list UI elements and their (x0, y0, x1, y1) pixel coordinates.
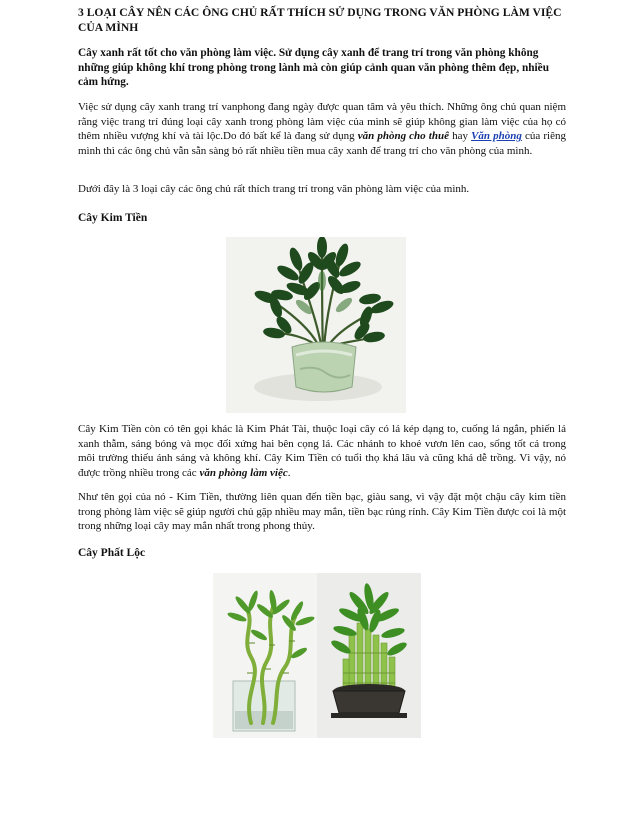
phat-loc-plant-image (213, 573, 421, 738)
intro-paragraph (78, 100, 566, 159)
list-intro-paragraph: Dưới đây là 3 loại cây các ông chủ rất thích trang trí trong văn phòng làm việc của mình. (78, 183, 470, 195)
document-title: 3 LOẠI CÂY NÊN CÁC ÔNG CHỦ RẤT THÍCH SỬ DỤNG TRONG VĂN PHÒNG LÀM VIỆC CỦA MÌNH (78, 6, 562, 34)
section-heading-kim-tien: Cây Kim Tiền (78, 212, 148, 224)
intro-text: Việc sử dụng cây xanh trang trí vanphong đang ngày được quan tâm và yêu thích. Những ông chủ quan niệm rằng việc trang trí đúng loại cây xanh trong phòng làm việc của mình sẽ giúp không gian làm việc của họ có thêm nhiều vượng khí và tài lộc.Do đó bất kể là đang sử dụng (78, 101, 566, 143)
kim-tien-meaning: Như tên gọi của nó - Kim Tiền, thường liên quan đến tiền bạc, giàu sang, vì vậy đặt một chậu cây kim tiền trong phòng làm việc sẽ giúp người chủ gặp nhiều may mắn, tiền bạc rủng rỉnh. Cây Kim Tiền được coi là một trong những loại cây may mắn nhất trong phong thủy. (78, 491, 566, 533)
kim-tien-plant-image (226, 237, 406, 413)
lead-paragraph: Cây xanh rất tốt cho văn phòng làm việc. Sử dụng cây xanh để trang trí trong văn phòng không những giúp không khí trong phòng trong lành mà còn giúp cảnh quan văn phòng thêm đẹp, nhiều cảm hứng. (78, 47, 549, 89)
office-emphasis: văn phòng làm việc (199, 467, 288, 480)
intro-connector: hay (448, 130, 472, 143)
kim-tien-description (78, 422, 566, 481)
kim-tien-text: Cây Kim Tiền còn có tên gọi khác là Kim Phát Tài, thuộc loại cây có lá kép dạng to, cuống lá ngắn, phiến lá xanh thẫm, sáng bóng và mọc đối xứng hai bên cọng lá. Các nhánh to khoẻ vươn lên cao, sống tốt cả trong môi trường thiếu ánh sáng và không khí. Cây Kim Tiền có tuổi thọ khá lâu và cũng khá dễ trồng. Vì vậy, nó được trồng nhiều trong các (78, 423, 566, 480)
intro-text-end: của riêng mình thì các ông chủ vẫn sẵn sàng bỏ rất nhiều tiền mua cây xanh để trang trí cho văn phòng của mình. (78, 130, 566, 158)
office-rent-emphasis: văn phòng cho thuê (357, 130, 449, 143)
kim-tien-text-end: . (287, 467, 291, 480)
office-link[interactable]: Văn phòng (471, 130, 522, 143)
section-heading-phat-loc: Cây Phất Lộc (78, 547, 146, 559)
